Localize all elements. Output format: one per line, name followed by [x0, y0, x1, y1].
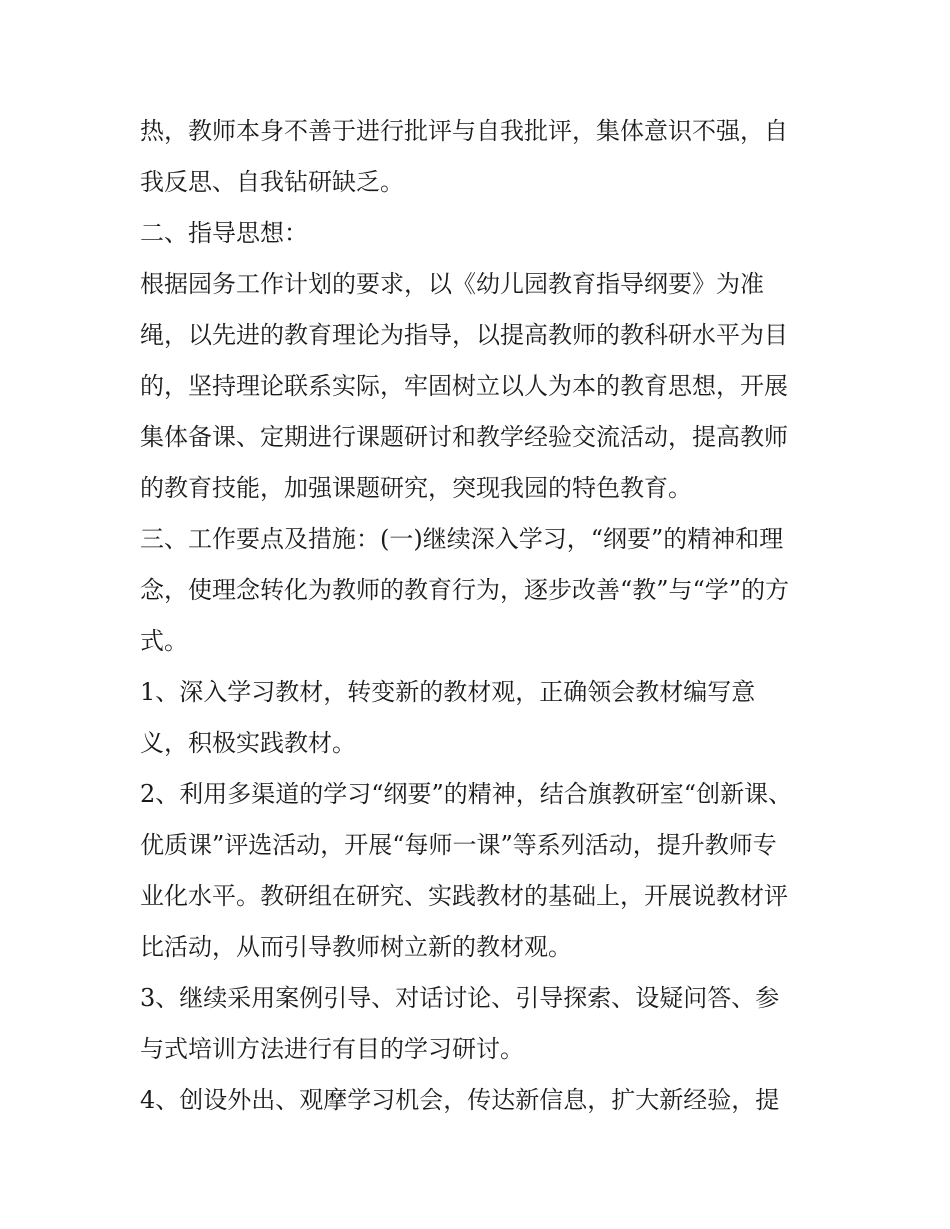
text-line: 集体备课、定期进行课题研讨和教学经验交流活动，提高教师 — [140, 423, 788, 451]
text-line: 优质课”评选活动，开展“每师一课”等系列活动，提升教师专 — [140, 831, 777, 859]
text-line: 的，坚持理论联系实际，牢固树立以人为本的教育思想，开展 — [140, 372, 788, 400]
text-line: 比活动，从而引导教师树立新的教材观。 — [140, 933, 572, 961]
section-heading: 三、工作要点及措施：(一)继续深入学习，“纲要”的精神和理 — [140, 525, 784, 553]
list-item: 4、创设外出、观摩学习机会，传达新信息，扩大新经验，提 — [140, 1086, 780, 1114]
text-line: 热，教师本身不善于进行批评与自我批评，集体意识不强，自 — [140, 117, 788, 145]
text-line: 我反思、自我钻研缺乏。 — [140, 168, 404, 196]
text-line: 义，积极实践教材。 — [140, 729, 356, 757]
list-item: 2、利用多渠道的学习“纲要”的精神，结合旗教研室“创新课、 — [140, 780, 793, 808]
text-line: 的教育技能，加强课题研究，突现我园的特色教育。 — [140, 474, 692, 502]
section-heading: 二、指导思想： — [140, 219, 308, 247]
text-line: 念，使理念转化为教师的教育行为，逐步改善“教”与“学”的方 — [140, 576, 790, 604]
text-line: 绳，以先进的教育理论为指导，以提高教师的教科研水平为目 — [140, 321, 788, 349]
list-item: 1、深入学习教材，转变新的教材观，正确领会教材编写意 — [140, 678, 756, 706]
text-line: 根据园务工作计划的要求，以《幼儿园教育指导纲要》为准 — [140, 270, 764, 298]
text-line: 业化水平。教研组在研究、实践教材的基础上，开展说教材评 — [140, 882, 788, 910]
text-line: 与式培训方法进行有目的学习研讨。 — [140, 1035, 524, 1063]
text-line: 式。 — [140, 627, 188, 655]
list-item: 3、继续采用案例引导、对话讨论、引导探索、设疑问答、参 — [140, 984, 780, 1012]
